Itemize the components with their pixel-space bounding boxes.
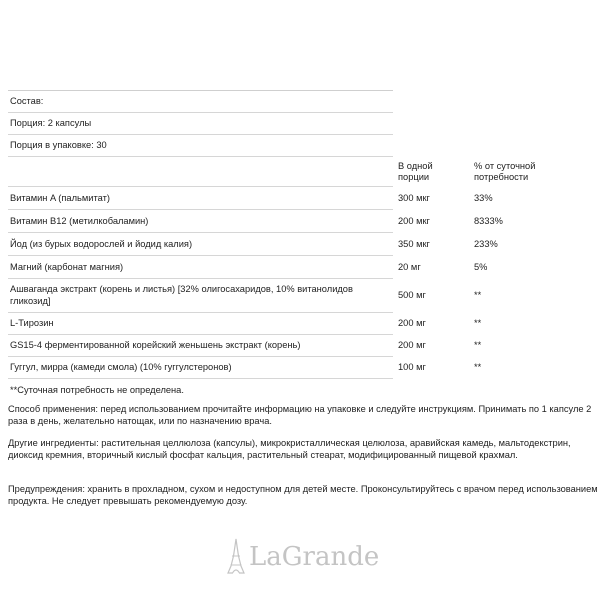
ingredient-amount: 350 мкг bbox=[398, 239, 430, 249]
table-row bbox=[8, 278, 482, 312]
ingredient-daily-value: 33% bbox=[474, 193, 493, 203]
ingredient-amount: 20 мг bbox=[398, 262, 421, 272]
footnote-row bbox=[8, 378, 393, 404]
supplement-facts-table bbox=[8, 90, 536, 404]
table-row bbox=[8, 232, 498, 255]
eiffel-tower-icon bbox=[227, 538, 245, 574]
table-row bbox=[8, 209, 503, 232]
ingredient-name: Гуггул, мирра (камеди смола) (10% гуггулстеронов) bbox=[10, 362, 232, 372]
servings-per-container: Порция в упаковке: 30 bbox=[10, 140, 107, 150]
table-row bbox=[8, 334, 482, 356]
table-row bbox=[8, 356, 482, 378]
ingredient-daily-value: ** bbox=[474, 290, 482, 300]
table-row bbox=[8, 186, 493, 209]
ingredient-amount: 200 мг bbox=[398, 318, 426, 328]
other-ingredients: Другие ингредиенты: растительная целлюлоза (капсулы), микрокристаллическая целюлоза, аравийская камедь, мальтодекстрин, диоксид кремния, вторичный кислый фосфат кальция, растительный стеарат, модифицированный пищевой крахмал. bbox=[8, 438, 571, 460]
serving-row bbox=[8, 112, 393, 134]
header-daily-value: % от суточной потребности bbox=[474, 161, 536, 182]
warnings: Предупреждения: хранить в прохладном, сухом и недоступном для детей месте. Проконсультируйтесь с врачом перед использованием продукта. Не следует превышать рекомендуемую дозу. bbox=[8, 484, 598, 506]
ingredient-name: Йод (из бурых водорослей и йодид калия) bbox=[10, 239, 193, 249]
header-amount: В одной порции bbox=[398, 161, 433, 182]
table-title: Состав: bbox=[10, 96, 44, 106]
ingredient-amount: 500 мг bbox=[398, 290, 426, 300]
ingredient-amount: 100 мг bbox=[398, 362, 426, 372]
ingredient-amount: 200 мкг bbox=[398, 216, 430, 226]
ingredient-name: L-Тирозин bbox=[10, 318, 54, 328]
ingredient-name: Витамин A (пальмитат) bbox=[10, 193, 110, 203]
serving-size: Порция: 2 капсулы bbox=[10, 118, 92, 128]
ingredient-daily-value: ** bbox=[474, 362, 482, 372]
servings-per-container-row bbox=[8, 134, 393, 156]
ingredient-name: Ашваганда экстракт (корень и листья) [32% олигосахаридов, 10% витанолидов гликозид] bbox=[10, 284, 353, 306]
usage-instructions: Способ применения: перед использованием прочитайте информацию на упаковке и следуйте инструкциям. Принимать по 1 капсуле 2 раза в день, желательно натощак, или по назначению врача. bbox=[8, 404, 592, 426]
ingredient-daily-value: ** bbox=[474, 340, 482, 350]
table-title-row bbox=[8, 90, 393, 112]
ingredient-daily-value: 233% bbox=[474, 239, 498, 249]
watermark-logo bbox=[225, 538, 395, 578]
ingredient-name: Витамин B12 (метилкобаламин) bbox=[10, 216, 149, 226]
ingredient-name: Магний (карбонат магния) bbox=[10, 262, 124, 272]
ingredient-daily-value: 5% bbox=[474, 262, 488, 272]
ingredient-name: GS15-4 ферментированной корейский женьшень экстракт (корень) bbox=[10, 340, 301, 350]
footnote: **Суточная потребность не определена. bbox=[10, 385, 184, 395]
table-header-row bbox=[8, 156, 536, 186]
ingredient-amount: 300 мкг bbox=[398, 193, 430, 203]
ingredient-amount: 200 мг bbox=[398, 340, 426, 350]
ingredient-daily-value: 8333% bbox=[474, 216, 503, 226]
table-row bbox=[8, 255, 488, 278]
watermark-text: LaGrande bbox=[249, 542, 380, 572]
table-row bbox=[8, 312, 482, 334]
ingredient-daily-value: ** bbox=[474, 318, 482, 328]
